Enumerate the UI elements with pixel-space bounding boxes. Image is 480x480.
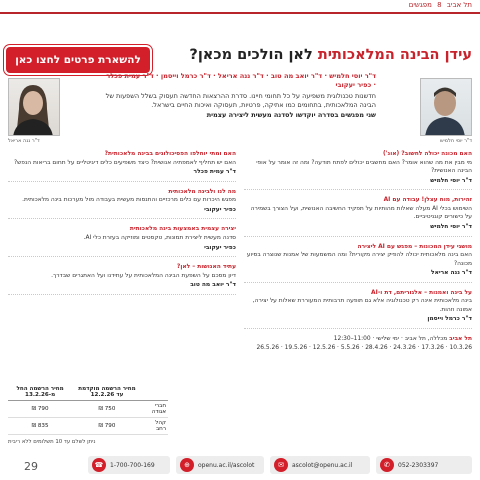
- lecture-body: האם בינה מלאכותית יכולה להפיק יצירה מקורית? ומה המשמעות של אמנות שנוצרה בסיוע מכונה?: [246, 252, 472, 267]
- schedule-box: [244, 335, 472, 352]
- lecturer-photo-left: [8, 78, 60, 136]
- lecture-lecturer: ד"ר יואב מה טוב: [190, 282, 236, 289]
- price-table: [8, 384, 168, 435]
- lecture-lecturer: ד"ר עמית פכלר: [193, 169, 236, 176]
- table-row: [8, 418, 168, 435]
- lecture-body: מפגש היכרות עם כלים מרכזיים והתנסות מעשית בעבודה מול מערכות בינה מלאכותית.: [22, 197, 236, 204]
- lecture-item: [244, 196, 472, 236]
- lecturer-photo-right: [420, 78, 472, 136]
- price-header-early: מחיר הרשמה מוקדמת עד 12.2.26: [72, 384, 142, 401]
- lecture-item: [244, 243, 472, 283]
- mobile-contact[interactable]: [376, 456, 472, 474]
- lecture-body: מי מבין את מה שהוא אומר? האם מחשבים יכולים לפתח תודעה? ומה זה אומר על אופי הבינה האנושית?: [256, 159, 472, 175]
- phone-contact[interactable]: [88, 456, 170, 474]
- lecture-lecturer: ד"ר יוסי חלמיש: [430, 223, 472, 230]
- email-icon: ✉: [274, 458, 288, 472]
- breadcrumb-separator: 8: [437, 1, 442, 9]
- lecture-title: יצירה עצמית באמצעות בינה מלאכותית: [129, 226, 236, 233]
- lecture-lecturer: ד"ר יוסי חלמיש: [430, 177, 472, 184]
- lecture-body: סדנה מעשית ליצירת תמונות, טקסטים ומוזיקה בעזרת כלי AI.: [83, 234, 236, 241]
- lecture-item: [244, 289, 472, 329]
- lecture-title: האם ומתי יוחלפו הפסיכולוגים בבינה מלאכותית?: [104, 151, 236, 157]
- register-button[interactable]: להשארת פרטים לחצו כאן: [6, 47, 150, 73]
- page-number: 29: [24, 460, 38, 473]
- lecture-body: השימוש בכלי AI מעלה שאלות מהותיות על תפקיד החשיבה האנושית, ועל הצורך בשמירה על כישורים קוגניטיביים.: [250, 205, 472, 221]
- price-row-label: חברי אגודה: [142, 401, 168, 418]
- mobile-number: 052-2303397: [398, 461, 439, 469]
- mobile-phone-icon: ✆: [380, 458, 394, 472]
- globe-icon: ⊕: [180, 458, 194, 472]
- schedule-label: תל אביב: [449, 336, 472, 342]
- lecture-item: [8, 188, 236, 220]
- price-early: 790 ₪: [72, 418, 142, 435]
- lecture-item: [244, 150, 472, 190]
- breadcrumb-subsection: מפגשים: [408, 1, 432, 9]
- lecture-item: [8, 263, 236, 295]
- lecture-lecturer: כפיר יעקובי: [204, 244, 236, 251]
- email-link[interactable]: [270, 456, 370, 474]
- email-address: ascolot@openu.ac.il: [292, 461, 353, 469]
- price-header-regular: מחיר הרשמה החל מ-13.2.26: [8, 384, 72, 401]
- price-table-header: [8, 384, 168, 401]
- lecture-title: מושגי עידן המכונות – מפגש עם AI ליצירה: [357, 243, 472, 250]
- website-link[interactable]: [176, 456, 264, 474]
- breadcrumb: [406, 1, 472, 9]
- price-early: 750 ₪: [72, 401, 142, 418]
- lecture-body: האם יש תחליף לאמפתיה אנושית? כיצד משפיעים כלים דיגיטליים על תחום בריאות הנפש?: [13, 159, 236, 166]
- page-title: [189, 47, 472, 63]
- price-row-label: קהל רחב: [142, 418, 168, 435]
- portrait-icon: [420, 79, 471, 136]
- lecture-title: עתיד האנושות – לאן?: [176, 264, 236, 271]
- left-column: [8, 150, 236, 301]
- phone-number: 1-700-700-169: [110, 461, 155, 469]
- schedule-dates: 10.3.26 · 17.3.26 · 24.3.26 · 28.4.26 · 5.5.26 · 12.5.26 · 19.5.26 · 26.5.26: [256, 344, 472, 351]
- series-tagline: שני מפגשים בסדרה יוקדשו לסדנה מעשית ליצירה עצמית: [206, 111, 376, 120]
- portrait-icon: [8, 79, 59, 136]
- lecture-body: דיון מסכם על השפעת הבינה המלאכותית על עתידנו ועל האתגרים שבדרך.: [51, 272, 236, 279]
- title-suffix: לאן הולכים מכאן?: [189, 47, 318, 63]
- lecture-title: על בינה ואמנות – אלגוריתם, דת ו-AI: [371, 289, 472, 296]
- photo-caption-left: ד"ר ננה אריאל: [8, 138, 40, 144]
- schedule-details: מכללה, תל אביב · ימי שלישי · 11:00–12:30: [333, 336, 448, 342]
- price-regular: 790 ₪: [8, 401, 72, 418]
- top-bar: [0, 0, 480, 14]
- breadcrumb-section: תל אביב: [446, 1, 472, 9]
- lecture-item: [8, 150, 236, 182]
- title-main: עידן הבינה המלאכותית: [317, 47, 472, 63]
- table-row: [8, 401, 168, 418]
- lecture-title: האם מכונה יכולה לחשוב? (אונ'): [383, 151, 472, 157]
- lecturers-names: ד"ר יוסי חלמיש · ד"ר יואב מה טוב · ד"ר ננה אריאל · ד"ר כרמל וייסמן · ד"ר עמית פכלר · כפיר יעקובי: [106, 72, 376, 89]
- lecture-lecturer: ד"ר ננה אריאל: [431, 270, 472, 277]
- price-regular: 835 ₪: [8, 418, 72, 435]
- price-header-label: [142, 384, 168, 401]
- lecture-body: בינה מלאכותית אינה רק טכנולוגיה אלא גם תופעה תרבותית המעוררת שאלות על יצירה, אמונה וזהות.: [252, 298, 472, 313]
- series-description: חדשנות טכנולוגית משפיעה על כל תחומי חיינו. סדרת ההרצאות החדשה תעסוק בשלל השפעות של הבינה המלאכותית, בתחומים כמו אתיקה, פרטיות, תעסוקה ואיכות החיים בישראל.: [105, 91, 376, 109]
- lecture-item: [8, 225, 236, 257]
- right-column: [244, 150, 472, 352]
- website-url: openu.ac.il/ascolot: [198, 461, 255, 469]
- photo-caption-right: ד"ר יוסי חלמיש: [439, 138, 472, 144]
- phone-icon: ☎: [92, 458, 106, 472]
- lecture-title: זהירות, מוח עצלן! עבודה עם AI: [383, 197, 472, 204]
- footer: [0, 452, 480, 478]
- lecturers-block: [104, 72, 376, 120]
- lecture-lecturer: כפיר יעקובי: [204, 206, 236, 213]
- lecture-title: מה לנו ולבינה מלאכותית: [168, 188, 236, 195]
- lecture-lecturer: ד"ר כרמל וייסמן: [427, 316, 472, 323]
- payment-note: ניתן לשלם עד 10 תשלומים ללא ריבית: [8, 439, 96, 445]
